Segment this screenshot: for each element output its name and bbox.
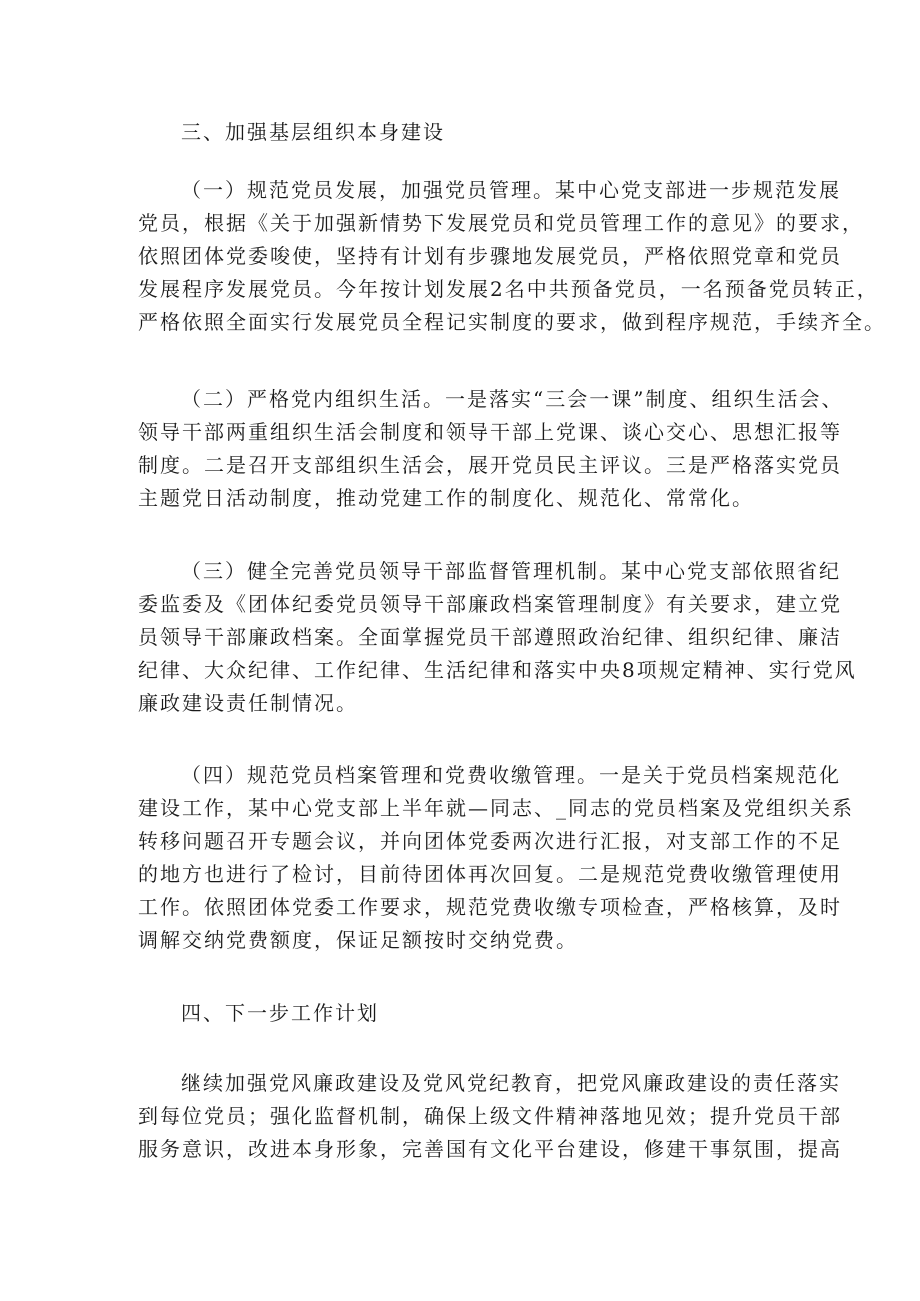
paragraph-line: 严格依照全面实行发展党员全程记实制度的要求，做到程序规范，手续齐全。	[138, 310, 886, 334]
paragraph-2	[138, 383, 844, 515]
section-heading-4: 四、下一步工作计划	[181, 1001, 379, 1025]
paragraph-line: 委监委及《团体纪委党员领导干部廉政档案管理制度》有关要求，建立党	[138, 592, 842, 616]
paragraph-line: 建设工作，某中心党支部上半年就—同志、_同志的党员档案及党组织关系	[138, 796, 854, 820]
paragraph-line: （三）健全完善党员领导干部监督管理机制。某中心党支部依照省纪	[181, 559, 841, 583]
paragraph-line: （四）规范党员档案管理和党费收缴管理。一是关于党员档案规范化	[181, 763, 841, 787]
paragraph-line: 转移问题召开专题会议，并向团体党委两次进行汇报，对支部工作的不足	[138, 829, 842, 853]
paragraph-line: 廉政建设责任制情况。	[138, 691, 358, 715]
paragraph-line: 继续加强党风廉政建设及党风党纪教育，把党风廉政建设的责任落实	[181, 1071, 841, 1095]
paragraph-line: 主题党日活动制度，推动党建工作的制度化、规范化、常常化。	[138, 486, 754, 510]
paragraph-line: 依照团体党委唆使，坚持有计划有步骤地发展党员，严格依照党章和党员	[138, 244, 842, 268]
section-heading-3: 三、加强基层组织本身建设	[181, 120, 445, 144]
paragraph-line: 到每位党员；强化监督机制，确保上级文件精神落地见效；提升党员干部	[138, 1104, 842, 1128]
paragraph-line: 党员，根据《关于加强新情势下发展党员和党员管理工作的意见》的要求，	[138, 211, 864, 235]
paragraph-line: 工作。依照团体党委工作要求，规范党费收缴专项检查，严格核算，及时	[138, 895, 842, 919]
paragraph-line: 领导干部两重组织生活会制度和领导干部上党课、谈心交心、思想汇报等	[138, 420, 842, 444]
page-bottom-margin	[0, 1232, 920, 1301]
paragraph-line: （二）严格党内组织生活。一是落实“三会一课”制度、组织生活会、	[181, 387, 844, 411]
paragraph-line: 发展程序发展党员。今年按计划发展2名中共预备党员，一名预备党员转正，	[138, 277, 879, 301]
paragraph-4	[138, 759, 854, 957]
paragraph-line: 员领导干部廉政档案。全面掌握党员干部遵照政治纪律、组织纪律、廉洁	[138, 625, 842, 649]
paragraph-3	[138, 555, 857, 720]
paragraph-line: （一）规范党员发展，加强党员管理。某中心党支部进一步规范发展	[181, 178, 841, 202]
paragraph-line: 服务意识，改进本身形象，完善国有文化平台建设，修建干事氛围，提高	[138, 1137, 842, 1161]
paragraph-line: 的地方也进行了检讨，目前待团体再次回复。二是规范党费收缴管理使用	[138, 862, 842, 886]
paragraph-5	[138, 1067, 842, 1166]
paragraph-line: 纪律、大众纪律、工作纪律、生活纪律和落实中央8项规定精神、实行党风	[138, 658, 857, 682]
paragraph-line: 调解交纳党费额度，保证足额按时交纳党费。	[138, 928, 578, 952]
paragraph-1	[138, 174, 886, 339]
paragraph-line: 制度。二是召开支部组织生活会，展开党员民主评议。三是严格落实党员	[138, 453, 842, 477]
